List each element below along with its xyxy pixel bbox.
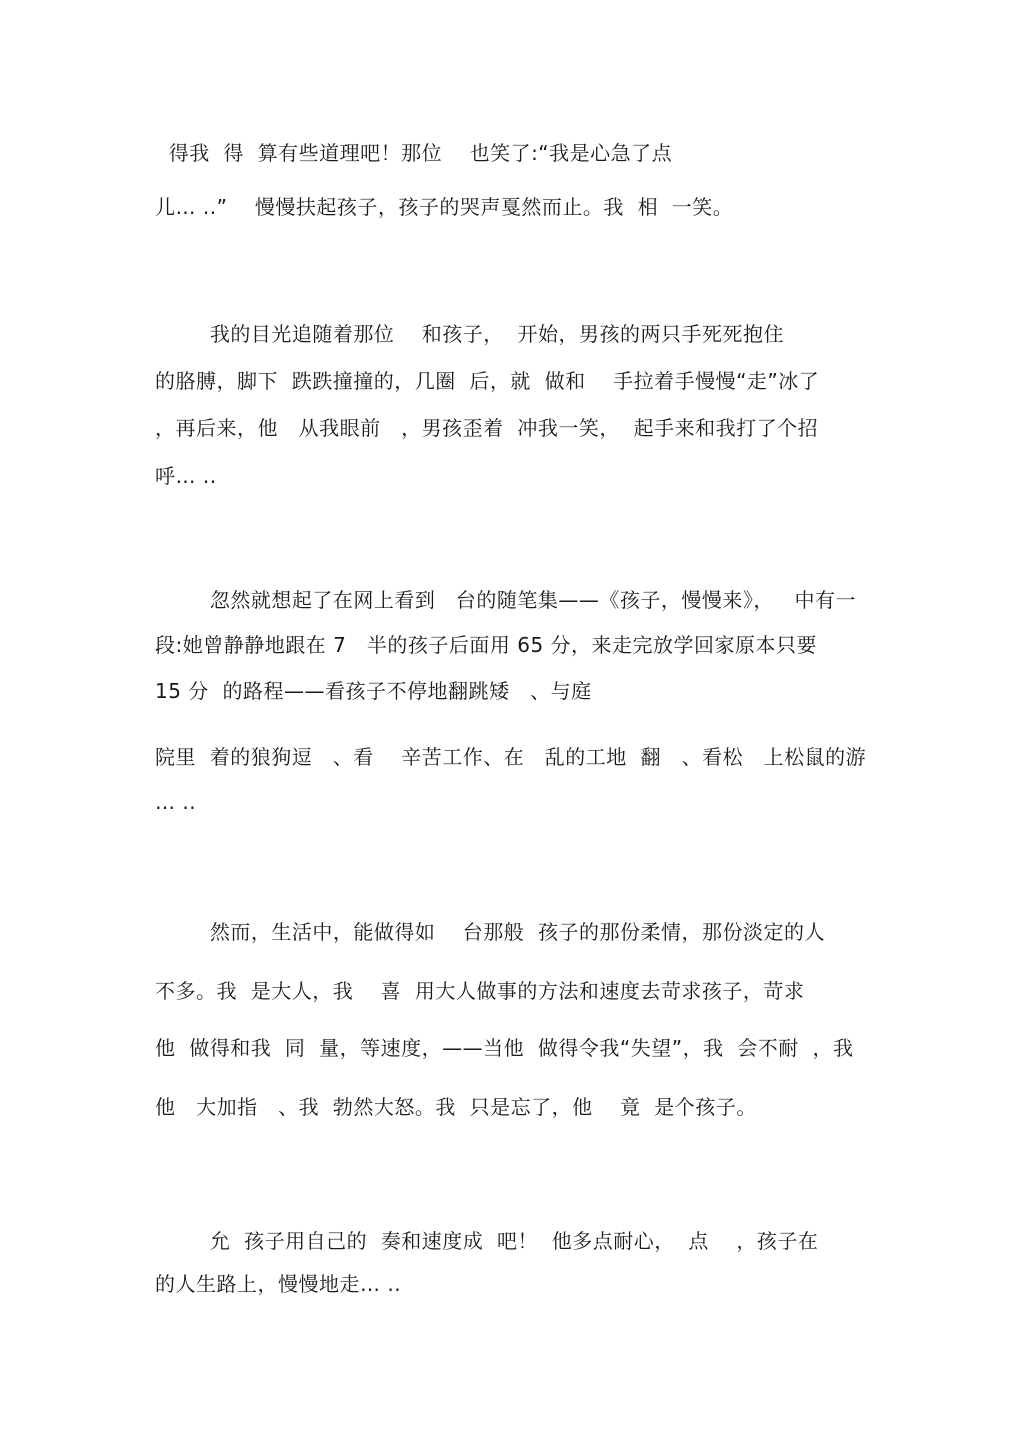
paragraph-4-line-3: 他 做得和我 同 量，等速度，——当他 做得令我“失望”，我 会不耐 ，我 xyxy=(155,1036,854,1060)
paragraph-2-line-1: 我的目光追随着那位 和孩子， 开始，男孩的两只手死死抱住 xyxy=(155,322,785,346)
paragraph-1-line-2: 儿… ..” 慢慢扶起孩子，孩子的哭声戛然而止。我 相 一笑。 xyxy=(155,195,734,219)
paragraph-5-line-2: 的人生路上，慢慢地走… .. xyxy=(155,1272,402,1296)
paragraph-3-line-1: 忽然就想起了在网上看到 台的随笔集——《孩子，慢慢来》， 中有一 xyxy=(155,588,857,612)
paragraph-5-line-1: 允 孩子用自己的 奏和速度成 吧！ 他多点耐心， 点 ，孩子在 xyxy=(155,1229,819,1253)
paragraph-3-line-4: 院里 着的狼狗逗 、看 辛苦工作、在 乱的工地 翻 、看松 上松鼠的游 xyxy=(155,745,867,769)
paragraph-2-line-3: ，再后来，他 从我眼前 ，男孩歪着 冲我一笑， 起手来和我打了个招 xyxy=(155,416,819,440)
paragraph-3-line-5: … .. xyxy=(155,790,197,814)
paragraph-2-line-2: 的胳膊，脚下 跌跌撞撞的，几圈 后，就 做和 手拉着手慢慢“走”冰了 xyxy=(155,369,820,393)
paragraph-3-line-2: 段:她曾静静地跟在 7 半的孩子后面用 65 分，来走完放学回家原本只要 xyxy=(155,633,818,657)
paragraph-1-line-1: 得我 得 算有些道理吧！那位 也笑了:“我是心急了点 xyxy=(155,141,673,165)
paragraph-3-line-3: 15 分 的路程——看孩子不停地翻跳矮 、与庭 xyxy=(155,679,592,703)
paragraph-2-line-4: 呼… .. xyxy=(155,464,217,488)
paragraph-4-line-2: 不多。我 是大人，我 喜 用大人做事的方法和速度去苛求孩子，苛求 xyxy=(155,979,805,1003)
paragraph-4-line-1: 然而，生活中，能做得如 台那般 孩子的那份柔情，那份淡定的人 xyxy=(155,920,826,944)
paragraph-4-line-4: 他 大加指 、我 勃然大怒。我 只是忘了，他 竟 是个孩子。 xyxy=(155,1095,757,1119)
